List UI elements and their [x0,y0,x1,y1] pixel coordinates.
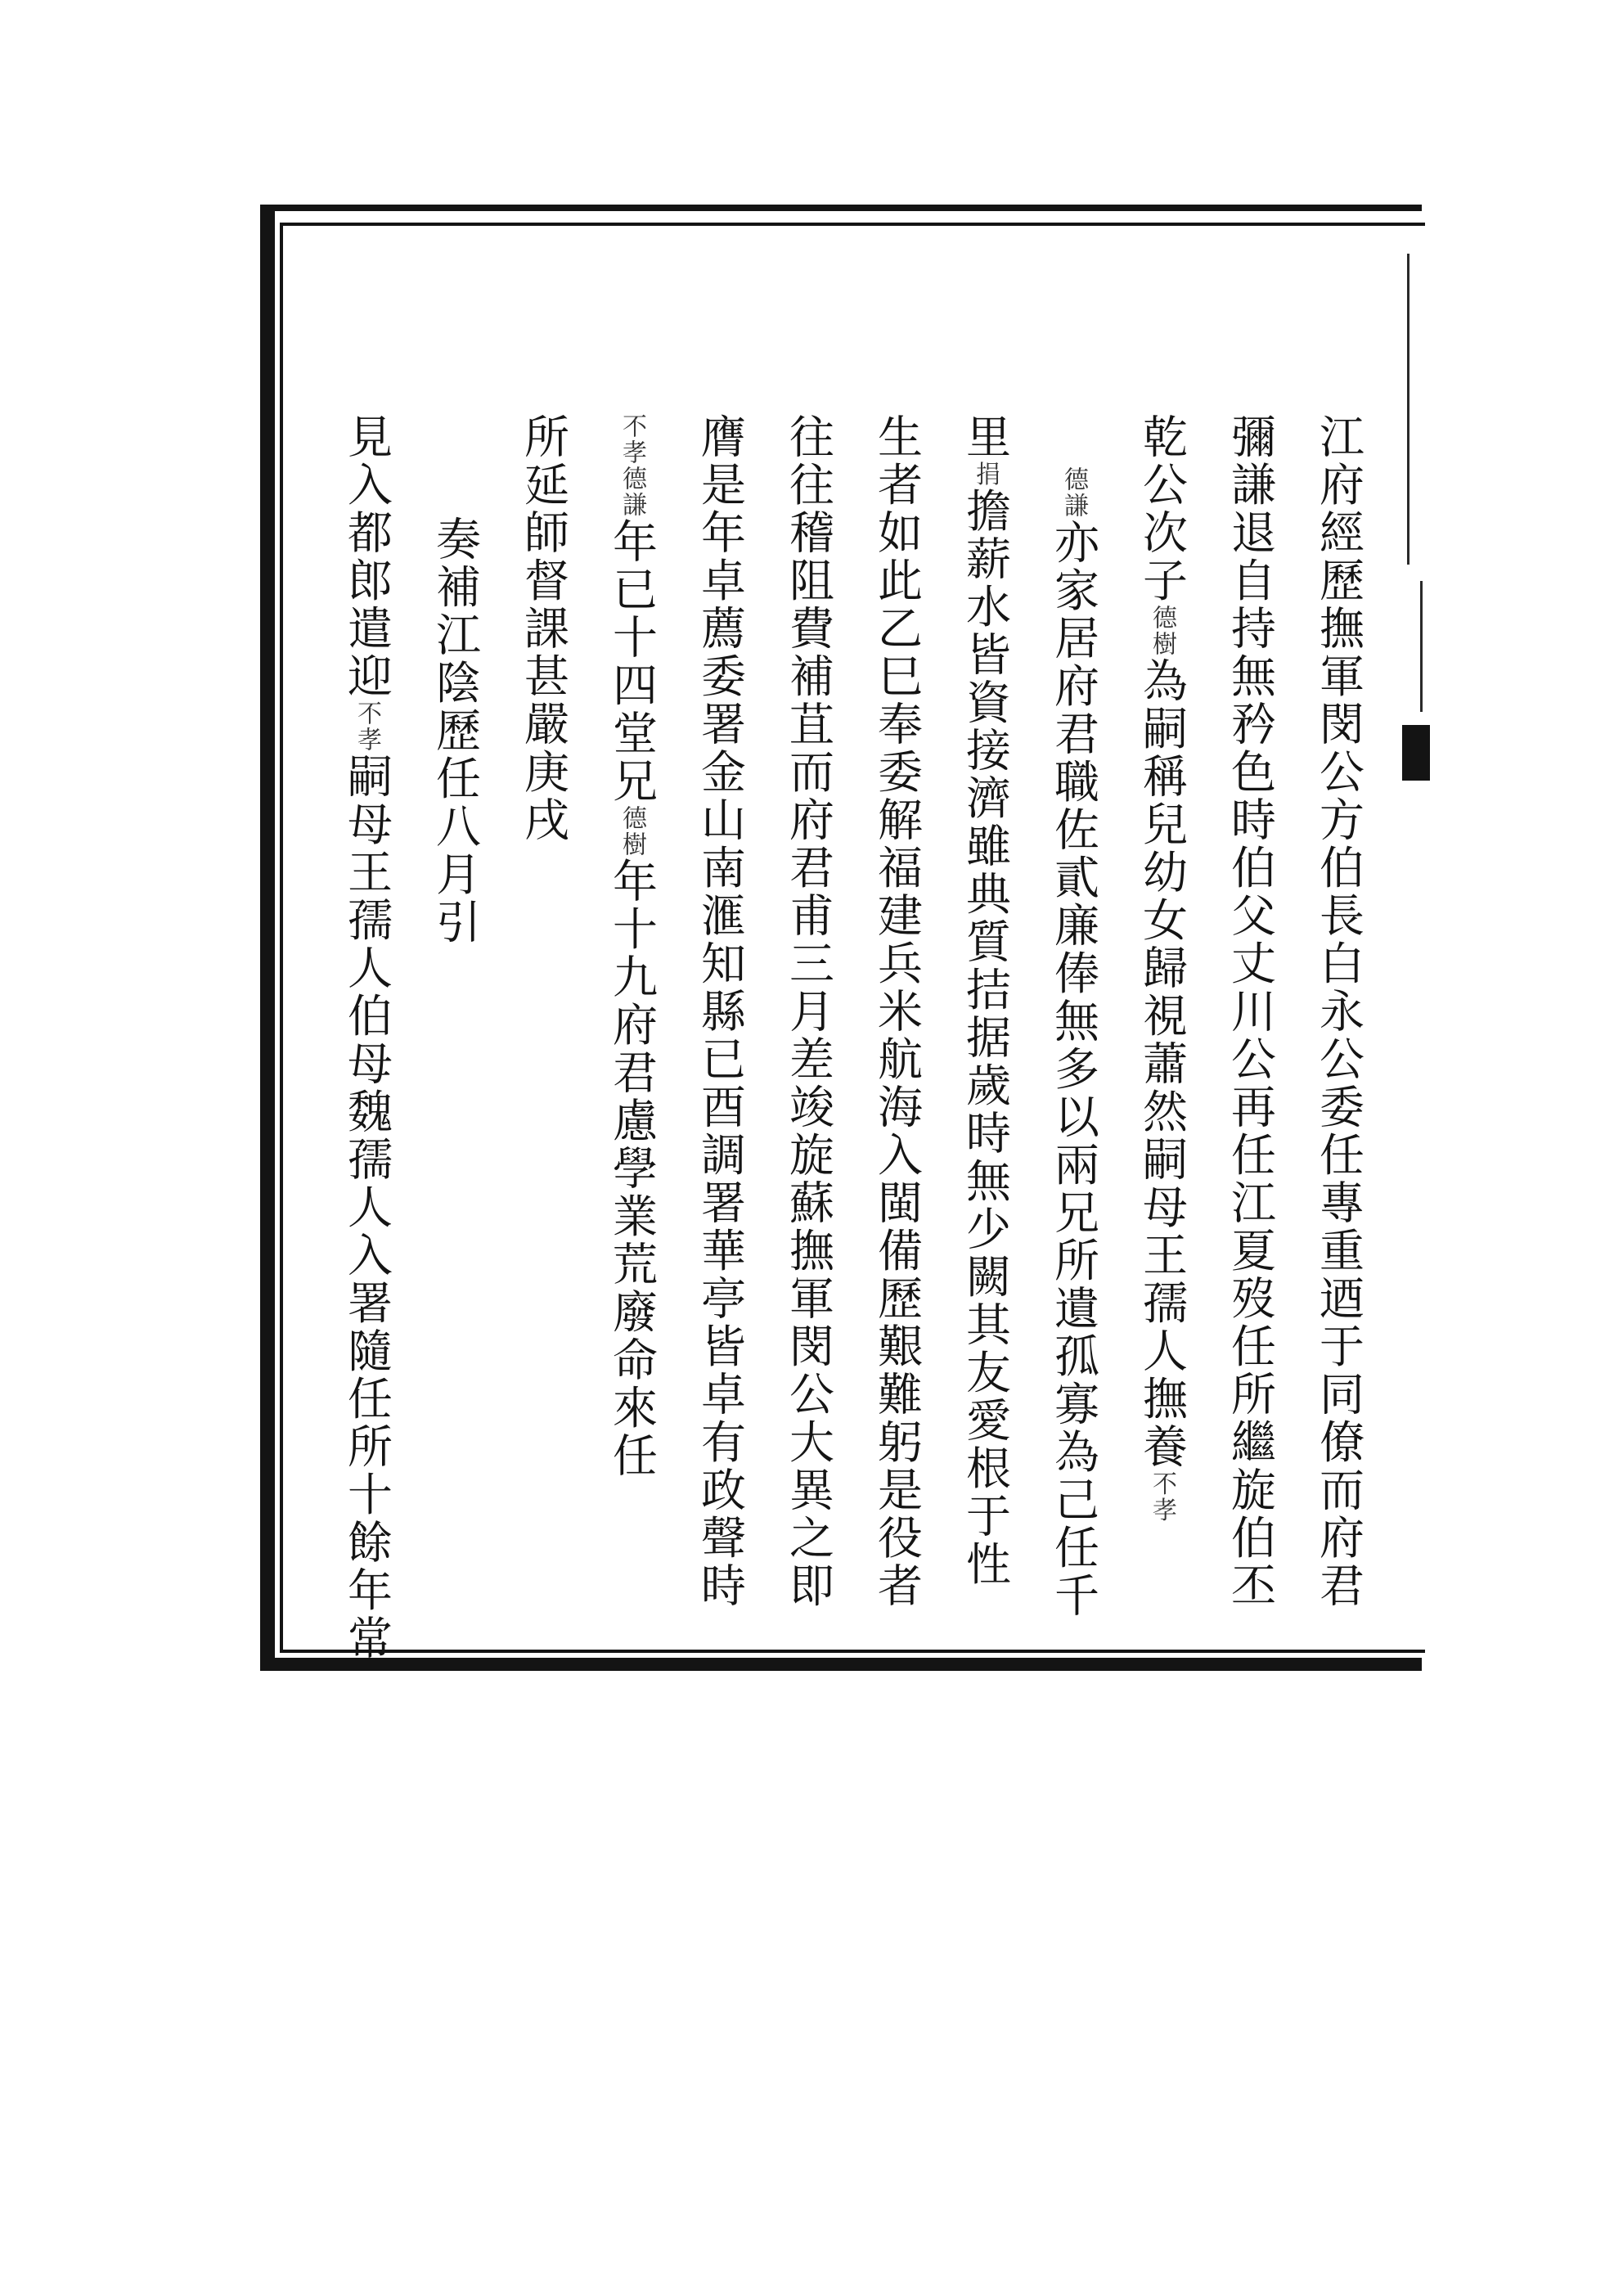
column-text: 為嗣稱兒幼女歸視蕭然嗣母王孺人撫養 [1135,657,1188,1471]
interlinear-note: 德樹 [1148,605,1176,657]
gutter-line [1420,581,1423,712]
interlinear-note: 捐 [971,461,1000,488]
column-text: 膺是年卓薦委署金山南滙知縣已酉調署華亭皆卓有政聲時 [694,413,746,1610]
interlinear-note: 德樹 [618,805,646,858]
text-column [941,413,1029,1641]
column-text: 往往稽阻費補苴而府君甫三月差竣旋蘇撫軍閔公大異之即 [782,413,834,1610]
text-column [764,413,852,1641]
column-text: 年十九府君慮學業荒廢命來任 [605,858,658,1480]
page-gutter [1391,205,1432,1677]
text-column [499,413,587,1641]
column-text: 所延師督課甚嚴庚戌 [517,413,569,844]
interlinear-note: 不孝德謙 [618,413,646,518]
column-text: 里 [959,413,1011,461]
column-text: 擔薪水皆資接濟雖典質拮据歲時無少闕其友愛根于性 [959,487,1011,1588]
gutter-line [1407,254,1409,565]
text-column [322,413,411,1663]
text-column [1206,413,1294,1641]
text-column [1117,413,1206,1641]
text-column [1294,413,1382,1641]
vertical-text-body [303,413,1382,1663]
interlinear-note: 不孝 [1148,1470,1176,1524]
column-text: 嗣母王孺人伯母魏孺人入署隨任所十餘年常 [340,753,393,1663]
column-text: 彌謙退自持無矜色時伯父丈川公再任江夏歿任所繼旋伯丕 [1224,413,1276,1610]
interlinear-note: 德謙 [1059,466,1088,519]
text-column [676,413,764,1641]
column-text: 生者如此乙巳奉委解福建兵米航海入閩備歷艱難躬是役者 [870,413,923,1610]
text-column [1029,413,1117,1641]
text-column [587,413,676,1641]
column-text: 奏補江陰歷任八月引 [429,515,481,947]
interlinear-note: 不孝 [353,700,381,753]
column-text: 見入都郎遣迎 [340,413,393,700]
column-text: 亦家居府君職佐貳廉俸無多以兩兄所遺孤寡為己任千 [1047,519,1099,1620]
gutter-fishtail-mark [1402,725,1430,781]
column-text: 江府經歷撫軍閔公方伯長白永公委任專重迺于同僚而府君 [1312,413,1364,1610]
text-column [852,413,941,1641]
column-text: 年已十四堂兄 [605,518,658,805]
column-text: 乾公次子 [1135,413,1188,605]
text-column [411,413,499,1641]
